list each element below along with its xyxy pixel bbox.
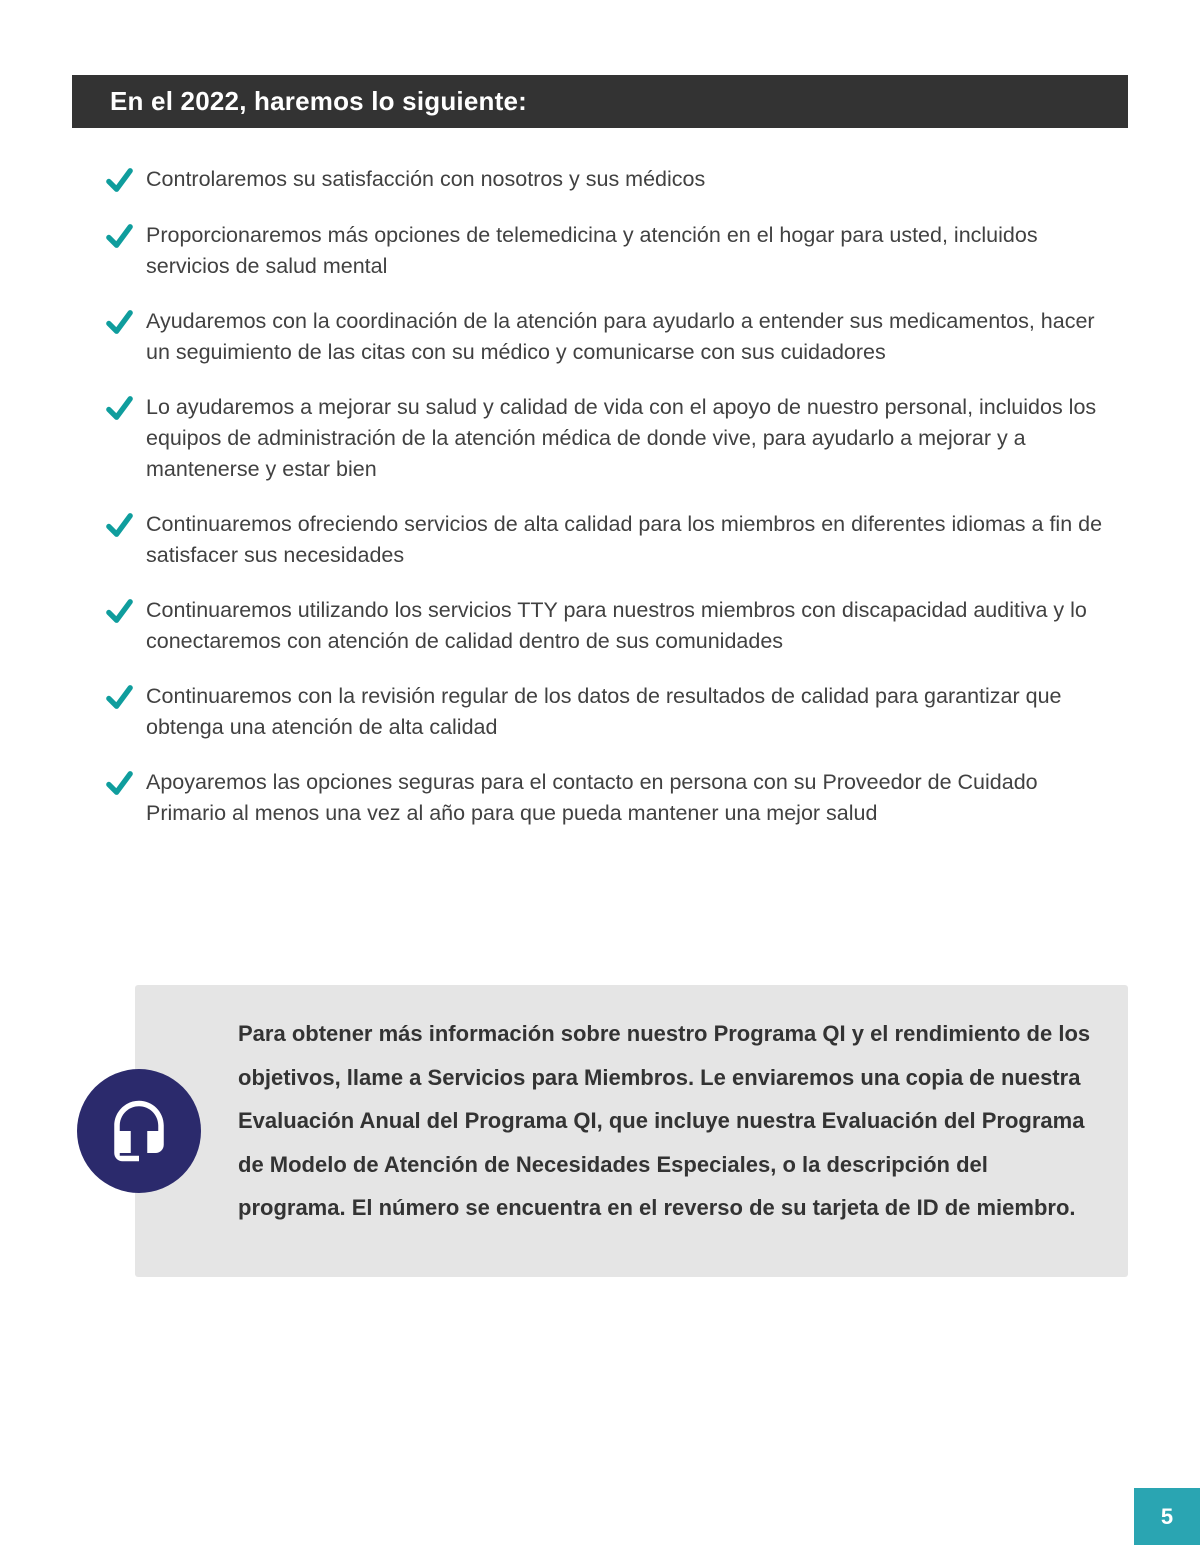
checklist-item	[104, 392, 1106, 485]
checklist	[104, 164, 1106, 853]
checklist-item-text: Apoyaremos las opciones seguras para el contacto en persona con su Proveedor de Cuidado Primario al menos una vez al año para que pueda mantener una mejor salud	[146, 770, 1038, 825]
check-icon	[104, 393, 135, 424]
page-number: 5	[1160, 1503, 1174, 1529]
checklist-item	[104, 681, 1106, 743]
section-title: En el 2022, haremos lo siguiente:	[110, 86, 527, 116]
checklist-item-text: Lo ayudaremos a mejorar su salud y calidad de vida con el apoyo de nuestro personal, incluidos los equipos de administración de la atención médica de donde vive, para ayudarlo a mejorar y a mantenerse y estar bien	[146, 395, 1097, 481]
check-icon	[104, 596, 135, 627]
check-icon	[104, 682, 135, 713]
check-icon	[104, 307, 135, 338]
checklist-item	[104, 595, 1106, 657]
check-icon	[104, 165, 135, 196]
callout-box	[135, 985, 1128, 1277]
checklist-item-text: Controlaremos su satisfacción con nosotros y sus médicos	[146, 167, 706, 191]
page-number-badge	[1134, 1488, 1200, 1545]
headset-icon	[77, 1069, 201, 1193]
checklist-item-text: Continuaremos utilizando los servicios TTY para nuestros miembros con discapacidad auditiva y lo conectaremos con atención de calidad dentro de sus comunidades	[146, 598, 1087, 653]
checklist-item-text: Ayudaremos con la coordinación de la atención para ayudarlo a entender sus medicamentos, hacer un seguimiento de las citas con su médico y comunicarse con sus cuidadores	[146, 309, 1095, 364]
checklist-item	[104, 220, 1106, 282]
callout-text: Para obtener más información sobre nuestro Programa QI y el rendimiento de los objetivos, llame a Servicios para Miembros. Le enviaremos una copia de nuestra Evaluación Anual del Programa QI, que incluye nuestra Evaluación del Programa de Modelo de Atención de Necesidades Especiales, o la descripción del programa. El número se encuentra en el reverso de su tarjeta de ID de miembro.	[238, 1021, 1091, 1220]
checklist-item-text: Continuaremos ofreciendo servicios de alta calidad para los miembros en diferentes idiomas a fin de satisfacer sus necesidades	[146, 512, 1103, 567]
section-header	[72, 75, 1128, 128]
checklist-item-text: Proporcionaremos más opciones de telemedicina y atención en el hogar para usted, incluidos servicios de salud mental	[146, 223, 1038, 278]
checklist-item	[104, 509, 1106, 571]
checklist-item	[104, 164, 1106, 196]
check-icon	[104, 221, 135, 252]
check-icon	[104, 510, 135, 541]
checklist-item-text: Continuaremos con la revisión regular de los datos de resultados de calidad para garantizar que obtenga una atención de alta calidad	[146, 684, 1062, 739]
checklist-item	[104, 306, 1106, 368]
checklist-item	[104, 767, 1106, 829]
check-icon	[104, 768, 135, 799]
